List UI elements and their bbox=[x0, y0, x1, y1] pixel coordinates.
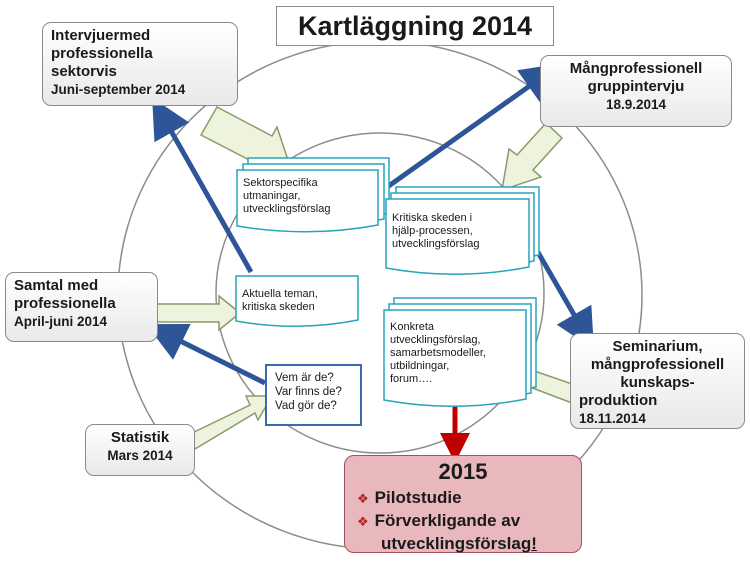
doc-critical-text bbox=[386, 207, 529, 256]
seminar-line1: Seminarium, bbox=[612, 338, 703, 355]
arrow-to-talks bbox=[164, 333, 265, 383]
interviews-line1: Intervjuermed bbox=[51, 27, 151, 44]
talks-line1: Samtal med bbox=[14, 277, 99, 294]
result-year: 2015 bbox=[438, 459, 488, 484]
doc-concrete-line4: utbildningar, bbox=[390, 360, 450, 372]
doc-themes-text bbox=[236, 283, 358, 319]
doc-concrete-text bbox=[384, 316, 526, 391]
doc-concrete-line5: forum…. bbox=[390, 373, 433, 385]
seminar-line3: kunskaps- bbox=[620, 374, 695, 391]
result-item-implementation bbox=[357, 510, 581, 555]
doc-concrete-line3: samarbetsmodeller, bbox=[390, 347, 486, 359]
group-date: 18.9.2014 bbox=[605, 97, 667, 112]
result-item-pilot-text: Pilotstudie bbox=[374, 488, 462, 507]
talks-line2: professionella bbox=[14, 295, 116, 312]
result-item-proposals-text: utvecklingsförslag bbox=[381, 534, 532, 553]
block-arrow-group bbox=[502, 123, 562, 190]
block-arrow-stats bbox=[190, 396, 272, 449]
result-item-pilot bbox=[357, 487, 581, 510]
doc-critical-line2: hjälp-processen, bbox=[392, 225, 473, 237]
seminar-date: 18.11.2014 bbox=[579, 411, 646, 426]
statistics-box bbox=[85, 424, 195, 476]
doc-concrete-line1: Konkreta bbox=[390, 321, 435, 333]
block-arrow-talks bbox=[153, 296, 240, 330]
interviews-line2: professionella bbox=[51, 45, 153, 62]
result-2015-box bbox=[344, 455, 582, 553]
result-list bbox=[345, 487, 581, 555]
doc-concrete-line2: utvecklingsförslag, bbox=[390, 334, 481, 346]
interviews-box bbox=[42, 22, 238, 106]
result-item-implementation-text: Förverkligande av bbox=[374, 511, 521, 530]
question-2: Var finns de? bbox=[275, 386, 342, 398]
doc-themes-line1: Aktuella teman, bbox=[242, 288, 318, 300]
diamond-bullet-icon: ❖ bbox=[357, 491, 369, 506]
doc-critical-line1: Kritiska skeden i bbox=[392, 212, 473, 224]
doc-critical-line3: utvecklingsförslag bbox=[392, 238, 480, 250]
seminar-line2: mångprofessionell bbox=[590, 356, 725, 373]
doc-sector-line1: Sektorspecifika bbox=[243, 177, 318, 189]
talks-box bbox=[5, 272, 158, 342]
seminar-line4: produktion bbox=[579, 392, 658, 409]
result-exclamation: ! bbox=[531, 534, 537, 553]
doc-themes-line2: kritiska skeden bbox=[242, 301, 315, 313]
result-item-implementation-line2 bbox=[357, 533, 581, 555]
stats-line1: Statistik bbox=[110, 429, 170, 446]
question-3: Vad gör de? bbox=[275, 400, 337, 412]
group-interview-box bbox=[540, 55, 732, 127]
stats-date: Mars 2014 bbox=[107, 448, 173, 463]
doc-sector-text bbox=[237, 172, 378, 221]
interviews-line3: sektorvis bbox=[51, 63, 117, 80]
questions-box bbox=[265, 364, 362, 426]
diamond-bullet-icon: ❖ bbox=[357, 514, 369, 529]
doc-sector-line2: utmaningar, bbox=[243, 190, 301, 202]
seminar-box bbox=[570, 333, 745, 429]
diagram-title: Kartläggning 2014 bbox=[276, 6, 554, 46]
group-line2: gruppintervju bbox=[587, 78, 685, 95]
question-1: Vem är de? bbox=[275, 372, 334, 384]
interviews-date: Juni-september 2014 bbox=[51, 82, 186, 97]
doc-sector-line3: utvecklingsförslag bbox=[243, 203, 331, 215]
group-line1: Mångprofessionell bbox=[569, 60, 703, 77]
talks-date: April-juni 2014 bbox=[14, 314, 108, 329]
